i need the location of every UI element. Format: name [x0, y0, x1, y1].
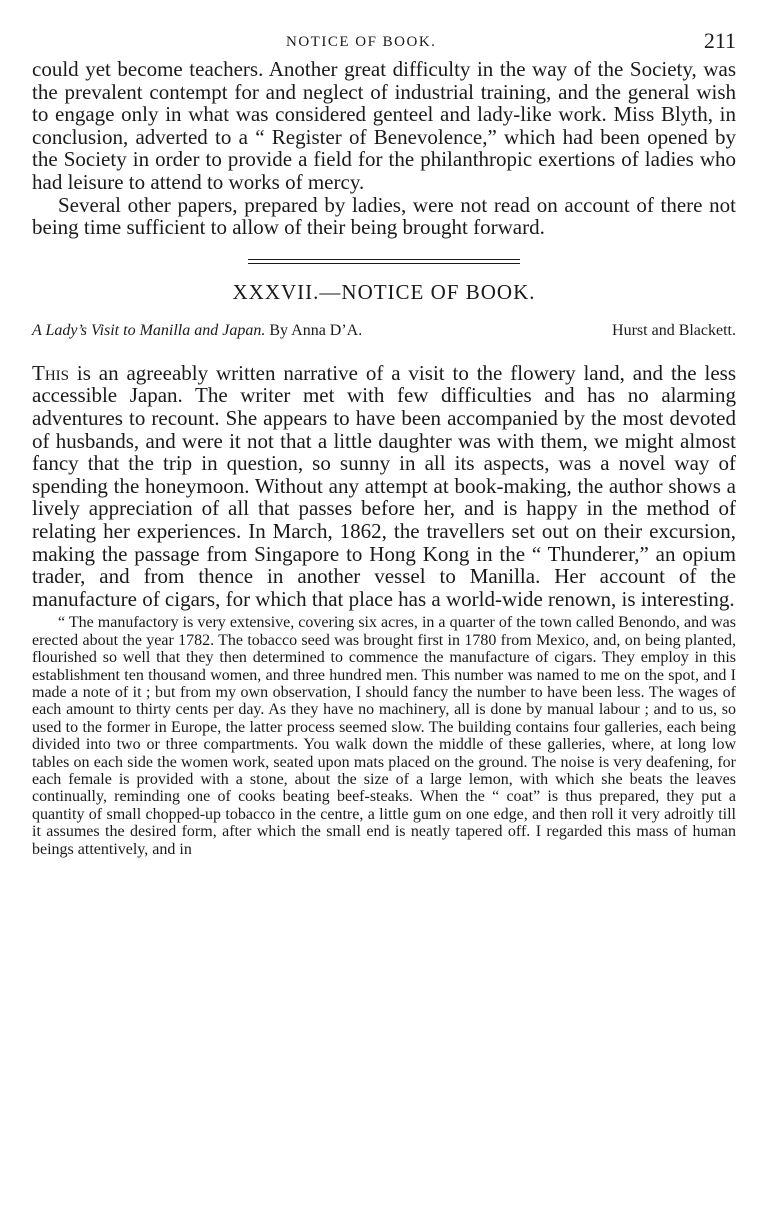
book-author: By Anna D’A. [269, 321, 363, 339]
running-head [32, 28, 736, 58]
review-text: is an agreeably written narrative of a visit to the flowery land, and the less accessible Japan. The writer met with few difficulties and has no alarming adventures to recount. She appears to have been accompanied by the most devoted of husbands, and were it not that a little daughter was with them, we might almost fancy that the trip in question, so sunny in all its aspects, was a novel way of spending the honeymoon. Without any attempt at book-making, the author shows a lively appreciation of all that passes before her, and is happy in the method of relating her experiences. In March, 1862, the travellers set out on their excursion, making the passage from Singapore to Hong Kong in the “ Thunderer,” an opium trader, and from thence in another vessel to Manilla. Her account of the manufacture of cigars, for which that place has a world-wide renown, is interesting. [32, 360, 736, 611]
review-first-word: This [32, 360, 69, 385]
review-paragraph [32, 362, 736, 611]
section-heading: XXXVII.—NOTICE OF BOOK. [232, 279, 536, 304]
book-page [32, 28, 736, 858]
quoted-extract: “ The manufactory is very extensive, covering six acres, in a quarter of the town called Benondo, and was erected about the year 1782. The tobacco seed was brought first in 1780 from Mexico, and, on being planted, flourished so well that they then determined to commence the manufacture of cigars. They employ in this establishment ten thousand women, and three hundred men. This number was named to me on the spot, and I made a note of it ; but from my own observation, I should fancy the number to have been less. The wages of each amount to thirty cents per day. As they have no machinery, all is done by manual labour ; and to us, so used to the former in Europe, the latter process seemed slow. The building contains four galleries, each being divided into two or three compartments. You walk down the middle of these galleries, where, at long low tables on each side the women work, seated upon mats placed on the ground. The noise is very deafening, for each female is provided with a stone, about the size of a large lemon, with which she beats the leaves continually, reminding one of cooks beating beef-steaks. When the “ coat” is thus prepared, they put a quantity of small chopped-up tobacco in the centre, a little gum on one edge, and then roll it very adroitly till it assumes the desired form, after which the small end is neatly tapered off. I regarded this mass of human beings attentively, and in [32, 614, 736, 858]
book-publisher: Hurst and Blackett. [612, 321, 736, 339]
paragraph-continued: could yet become teachers. Another great difficulty in the way of the Society, was the prevalent contempt for and neglect of industrial training, and the general wish to engage only in what was considered genteel and lady-like work. Miss Blyth, in conclusion, adverted to a “ Register of Benevolence,” which had been opened by the Society in order to provide a field for the philanthropic exertions of ladies who had leisure to attend to works of mercy. [32, 57, 736, 194]
running-title: NOTICE OF BOOK. [286, 34, 437, 50]
paragraph-other-papers: Several other papers, prepared by ladies, were not read on account of there not being time sufficient to allow of their being brought forward. [32, 192, 736, 240]
section-divider [248, 259, 520, 264]
page-number: 211 [703, 28, 736, 53]
book-reference [32, 320, 736, 342]
book-title: A Lady’s Visit to Manilla and Japan. [32, 321, 266, 339]
